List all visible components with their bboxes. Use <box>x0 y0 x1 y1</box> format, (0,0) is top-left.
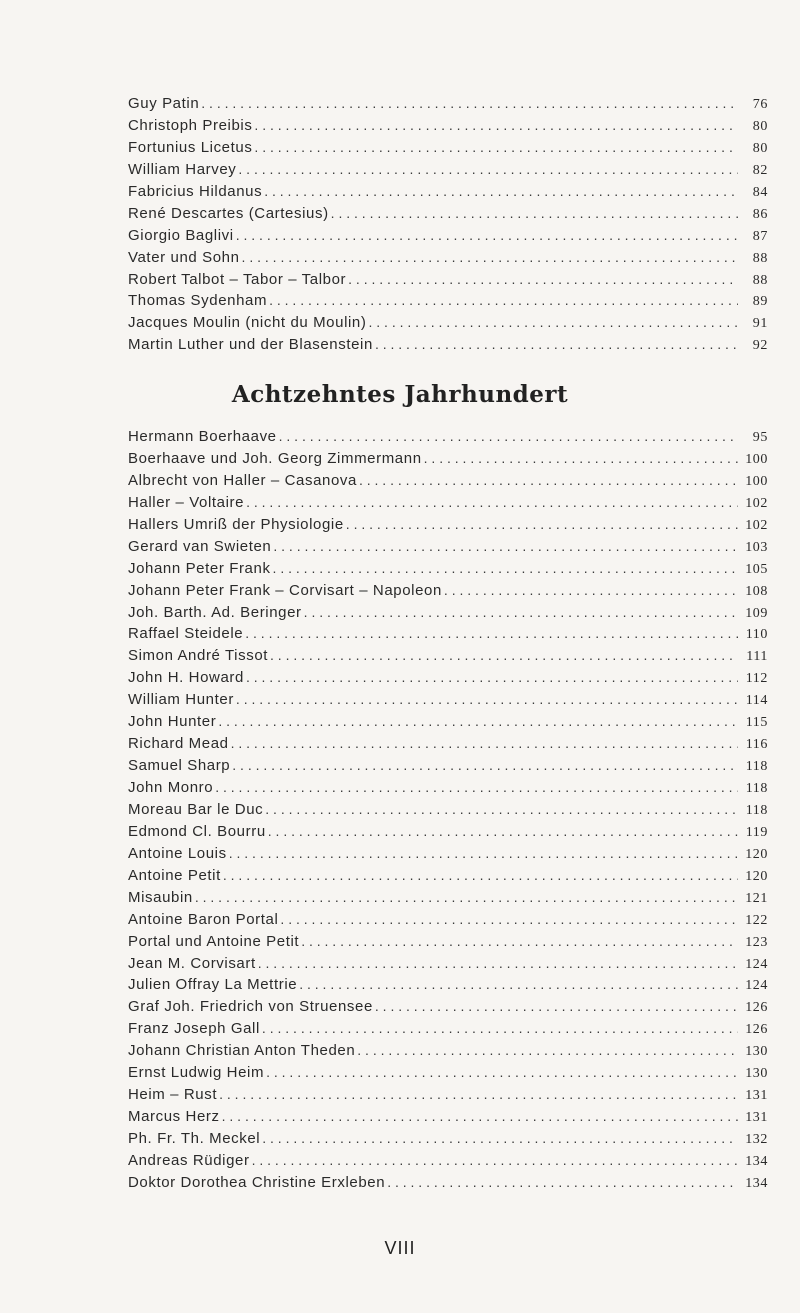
toc-entry-title: Julien Offray La Mettrie <box>128 976 298 994</box>
toc-entry-page: 130 <box>745 1066 768 1082</box>
toc-entry-title: Marcus Herz <box>128 1108 220 1126</box>
page-number: VIII <box>384 1238 416 1258</box>
toc-entry-title: Joh. Barth. Ad. Beringer <box>128 603 302 621</box>
toc-entry-page: 124 <box>745 978 768 994</box>
toc-entry-title: Franz Joseph Gall <box>128 1020 260 1038</box>
dot-leader <box>236 689 738 711</box>
toc-entry <box>128 865 768 887</box>
dot-leader <box>273 536 738 558</box>
toc-entry-title: Moreau Bar le Duc <box>128 800 264 818</box>
dot-leader <box>246 667 738 689</box>
toc-entry-page: 131 <box>745 1088 768 1104</box>
dot-leader <box>236 225 738 247</box>
toc-entry-page: 91 <box>752 316 768 332</box>
dot-leader <box>222 1106 738 1128</box>
toc-entry-page: 126 <box>745 1022 768 1038</box>
toc-entry-page: 102 <box>745 495 768 511</box>
toc-entry-title: Guy Patin <box>128 95 200 112</box>
dot-leader <box>229 843 738 865</box>
dot-leader <box>245 623 738 645</box>
toc-entry-title: Portal und Antoine Petit <box>128 932 300 950</box>
toc-entry-page: 134 <box>745 1175 768 1191</box>
toc-entry-title: Raffael Steidele <box>128 625 244 643</box>
toc-entry <box>128 1106 768 1128</box>
toc-entry-title: Ph. Fr. Th. Meckel <box>128 1130 261 1147</box>
toc-entry <box>128 225 768 247</box>
toc-entry <box>128 115 768 137</box>
toc-entry <box>128 514 768 536</box>
toc-entry-page: 108 <box>745 583 768 599</box>
toc-entry-page: 134 <box>745 1153 768 1169</box>
toc-entry-title: Antoine Louis <box>128 844 227 862</box>
toc-entry-page: 92 <box>752 338 768 354</box>
toc-entry-page: 80 <box>752 140 768 156</box>
toc-entry <box>128 1172 768 1194</box>
toc-entry <box>128 1150 768 1172</box>
toc-entry-page: 122 <box>745 912 768 928</box>
dot-leader <box>387 1172 738 1194</box>
dot-leader <box>270 645 738 667</box>
dot-leader <box>215 777 738 799</box>
toc-entry-page: 89 <box>752 294 768 310</box>
toc-entry <box>128 492 768 514</box>
dot-leader <box>242 247 738 269</box>
toc-entry <box>128 1018 768 1040</box>
toc-entry-title: Antoine Baron Portal <box>128 910 279 928</box>
toc-entry-page: 115 <box>745 715 768 731</box>
toc-entry <box>128 426 768 448</box>
toc-entry-page: 131 <box>745 1110 768 1126</box>
toc-entry-page: 95 <box>752 430 768 445</box>
dot-leader <box>262 1128 738 1150</box>
toc-entry-title: William Harvey <box>128 160 237 178</box>
dot-leader <box>375 996 738 1018</box>
toc-entry <box>128 887 768 909</box>
dot-leader <box>266 1062 738 1084</box>
toc-entry <box>128 137 768 159</box>
toc-entry-title: Graf Joh. Friedrich von Struensee <box>128 998 373 1016</box>
toc-entry <box>128 602 768 624</box>
toc-entry <box>128 1062 768 1084</box>
toc-entry-title: Edmond Cl. Bourru <box>128 822 266 840</box>
toc-entry-title: Misaubin <box>128 888 193 906</box>
toc-entry <box>128 470 768 492</box>
toc-entry <box>128 645 768 667</box>
toc-entry-title: John Hunter <box>128 713 217 731</box>
toc-entry-page: 118 <box>745 802 768 818</box>
dot-leader <box>265 799 738 821</box>
dot-leader <box>238 159 738 181</box>
toc-entry-title: Hermann Boerhaave <box>128 428 277 445</box>
toc-entry-title: Ernst Ludwig Heim <box>128 1064 265 1082</box>
toc-entry-title: Boerhaave und Joh. Georg Zimmermann <box>128 449 422 467</box>
toc-entry-title: Hallers Umriß der Physiologie <box>128 515 344 533</box>
toc-entry <box>128 909 768 931</box>
dot-leader <box>223 865 738 887</box>
toc-entry-title: Vater und Sohn <box>128 248 240 266</box>
dot-leader <box>201 93 738 115</box>
dot-leader <box>331 203 738 225</box>
dot-leader <box>348 269 738 291</box>
toc-entry-page: 88 <box>752 250 768 266</box>
toc-entry <box>128 269 768 291</box>
dot-leader <box>301 931 738 953</box>
toc-entry-title: Christoph Preibis <box>128 116 253 134</box>
toc-entry <box>128 689 768 711</box>
toc-entry <box>128 667 768 689</box>
toc-entry-title: Fabricius Hildanus <box>128 182 263 200</box>
toc-entry <box>128 777 768 799</box>
dot-leader <box>268 821 738 843</box>
toc-entry-page: 118 <box>745 759 768 775</box>
toc-entry-page: 118 <box>745 781 768 796</box>
toc-entry <box>128 203 768 225</box>
dot-leader <box>299 974 738 996</box>
toc-entry-title: Simon André Tissot <box>128 647 269 665</box>
dot-leader <box>219 1084 738 1106</box>
toc-entry-page: 87 <box>752 228 768 244</box>
toc-entry-page: 109 <box>745 605 768 621</box>
dot-leader <box>218 711 738 733</box>
toc-entry-title: Martin Luther und der Blasenstein <box>128 336 373 354</box>
toc-entry-title: Gerard van Swieten <box>128 537 272 555</box>
toc-entry-title: Johann Christian Anton Theden <box>128 1042 356 1060</box>
toc-entry-title: William Hunter <box>128 691 234 709</box>
toc-entry-page: 100 <box>745 473 768 489</box>
toc-entry-page: 84 <box>752 184 768 200</box>
dot-leader <box>254 137 738 159</box>
toc-entry <box>128 821 768 843</box>
toc-entry-title: Johann Peter Frank <box>128 559 271 577</box>
toc-entry-title: René Descartes (Cartesius) <box>128 204 329 222</box>
toc-entry-title: Heim – Rust <box>128 1086 218 1104</box>
toc-entry-page: 82 <box>752 162 768 178</box>
toc-entry <box>128 1084 768 1106</box>
toc-entry-title: Antoine Petit <box>128 866 221 884</box>
toc-entry <box>128 448 768 470</box>
toc-entry <box>128 247 768 269</box>
dot-leader <box>273 558 738 580</box>
toc-entry <box>128 181 768 203</box>
toc-entry-page: 111 <box>746 649 768 665</box>
toc-entry <box>128 580 768 602</box>
toc-entry <box>128 159 768 181</box>
toc-entry-page: 105 <box>745 561 768 577</box>
toc-entry-page: 100 <box>745 451 768 467</box>
toc-entry <box>128 843 768 865</box>
toc-entry <box>128 799 768 821</box>
dot-leader <box>346 514 738 536</box>
toc-entry-page: 119 <box>745 824 768 840</box>
toc-entry-title: John Monro <box>128 779 214 796</box>
toc-entry-page: 132 <box>745 1132 768 1147</box>
toc-entry-page: 114 <box>745 693 768 709</box>
toc-entry <box>128 290 768 312</box>
toc-entry-page: 102 <box>745 517 768 533</box>
dot-leader <box>368 312 738 334</box>
toc-entry <box>128 623 768 645</box>
dot-leader <box>231 733 738 755</box>
toc-entry-title: Fortunius Licetus <box>128 138 253 156</box>
toc-entry-page: 116 <box>745 737 768 753</box>
dot-leader <box>279 426 738 448</box>
toc-entry-title: Haller – Voltaire <box>128 493 245 511</box>
toc-entry <box>128 755 768 777</box>
toc-entry <box>128 953 768 975</box>
dot-leader <box>252 1150 738 1172</box>
toc-list-top <box>128 93 768 356</box>
dot-leader <box>280 909 738 931</box>
toc-entry-page: 124 <box>745 956 768 972</box>
toc-entry <box>128 1128 768 1150</box>
toc-entry-title: Jacques Moulin (nicht du Moulin) <box>128 314 367 332</box>
toc-entry-title: Jean M. Corvisart <box>128 954 256 972</box>
toc-entry <box>128 931 768 953</box>
dot-leader <box>304 602 738 624</box>
toc-entry-page: 110 <box>745 627 768 643</box>
dot-leader <box>232 755 738 777</box>
toc-entry-title: Richard Mead <box>128 735 229 753</box>
toc-entry-title: John H. Howard <box>128 669 244 687</box>
toc-entry <box>128 711 768 733</box>
toc-entry-page: 86 <box>752 206 768 222</box>
toc-entry-title: Samuel Sharp <box>128 757 231 775</box>
toc-entry-page: 123 <box>745 934 768 950</box>
toc-entry <box>128 334 768 356</box>
toc-entry-title: Robert Talbot – Tabor – Talbor <box>128 270 347 288</box>
toc-entry-page: 130 <box>745 1044 768 1060</box>
toc-entry-page: 126 <box>745 1000 768 1016</box>
dot-leader <box>424 448 738 470</box>
dot-leader <box>269 290 738 312</box>
toc-entry-page: 120 <box>745 846 768 862</box>
toc-entry-page: 76 <box>752 97 768 112</box>
dot-leader <box>246 492 738 514</box>
toc-entry-title: Doktor Dorothea Christine Erxleben <box>128 1173 386 1191</box>
dot-leader <box>262 1018 738 1040</box>
toc-entry <box>128 996 768 1018</box>
section-heading: Achtzehntes Jahrhundert <box>231 381 569 408</box>
toc-entry <box>128 312 768 334</box>
dot-leader <box>359 470 738 492</box>
toc-entry-page: 112 <box>745 671 768 687</box>
dot-leader <box>357 1040 738 1062</box>
toc-entry-title: Andreas Rüdiger <box>128 1151 250 1169</box>
toc-entry <box>128 1040 768 1062</box>
toc-entry-title: Giorgio Baglivi <box>128 226 234 244</box>
dot-leader <box>195 887 738 909</box>
toc-entry-page: 103 <box>745 539 768 555</box>
dot-leader <box>444 580 738 602</box>
dot-leader <box>254 115 738 137</box>
dot-leader <box>258 953 738 975</box>
dot-leader <box>264 181 738 203</box>
toc-entry <box>128 974 768 996</box>
toc-entry <box>128 536 768 558</box>
toc-entry <box>128 733 768 755</box>
toc-entry-title: Albrecht von Haller – Casanova <box>128 471 357 489</box>
dot-leader <box>375 334 738 356</box>
toc-entry <box>128 558 768 580</box>
toc-entry-page: 121 <box>745 890 768 906</box>
toc-entry-title: Johann Peter Frank – Corvisart – Napoleon <box>128 581 442 599</box>
toc-entry-title: Thomas Sydenham <box>128 292 268 310</box>
toc-entry-page: 80 <box>752 118 768 134</box>
toc-entry-page: 88 <box>752 272 768 288</box>
toc-list-section <box>128 426 768 1194</box>
toc-entry-page: 120 <box>745 868 768 884</box>
toc-entry <box>128 93 768 115</box>
